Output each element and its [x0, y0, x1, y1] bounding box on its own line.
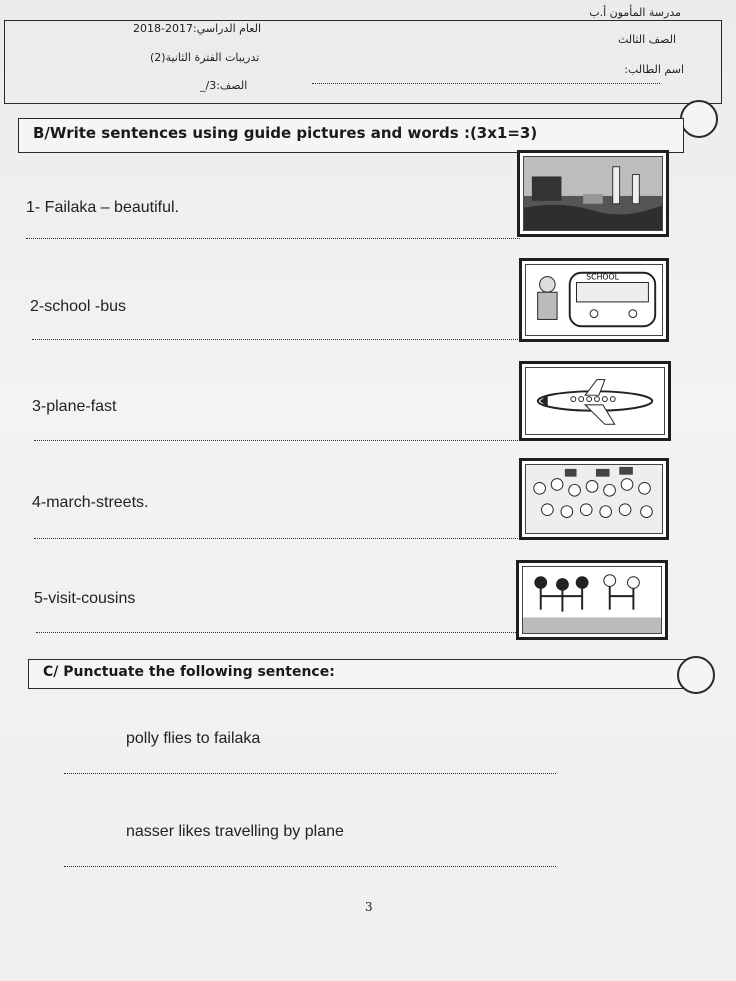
section-b-header	[18, 118, 684, 153]
prompt-5: 5-visit-cousins	[34, 590, 136, 607]
sentence-1: polly flies to failaka	[126, 730, 261, 747]
student-name-line[interactable]	[312, 83, 660, 84]
section-c-title: C/ Punctuate the following sentence:	[43, 664, 335, 680]
crowd-march-picture	[519, 458, 669, 540]
page-number: 3	[365, 900, 373, 914]
answer-line-1[interactable]	[26, 238, 520, 239]
punctuate-line-2[interactable]	[64, 866, 556, 867]
header-box	[4, 20, 722, 104]
student-name-label: اسم الطالب:	[624, 63, 684, 76]
score-circle-b	[680, 100, 718, 138]
airplane-picture	[519, 361, 671, 441]
answer-line-5[interactable]	[36, 632, 520, 633]
punctuate-line-1[interactable]	[64, 773, 556, 774]
score-circle-c	[677, 656, 715, 694]
prompt-1: 1- Failaka – beautiful.	[26, 199, 179, 216]
answer-line-3[interactable]	[34, 440, 544, 441]
sentence-2: nasser likes travelling by plane	[126, 823, 344, 840]
answer-line-2[interactable]	[32, 339, 524, 340]
class-label: الصف:3/_	[200, 79, 248, 92]
failaka-ruins-picture	[517, 150, 669, 237]
school-bus-picture	[519, 258, 669, 342]
svg-text:SCHOOL: SCHOOL	[586, 272, 619, 282]
exercises-label: تدريبات الفترة الثانية(2)	[150, 51, 260, 64]
children-visit-picture	[516, 560, 668, 640]
school-name: مدرسة المأمون أ.ب	[589, 6, 681, 19]
section-c-header	[28, 659, 690, 689]
academic-year: العام الدراسي:2017-2018	[133, 22, 261, 35]
grade-label: الصف الثالث	[617, 33, 676, 46]
section-b-title: B/Write sentences using guide pictures and words :(3x1=3)	[33, 124, 538, 142]
prompt-2: 2-school -bus	[30, 298, 127, 315]
prompt-4: 4-march-streets.	[32, 494, 149, 511]
answer-line-4[interactable]	[34, 538, 528, 539]
prompt-3: 3-plane-fast	[32, 398, 117, 415]
